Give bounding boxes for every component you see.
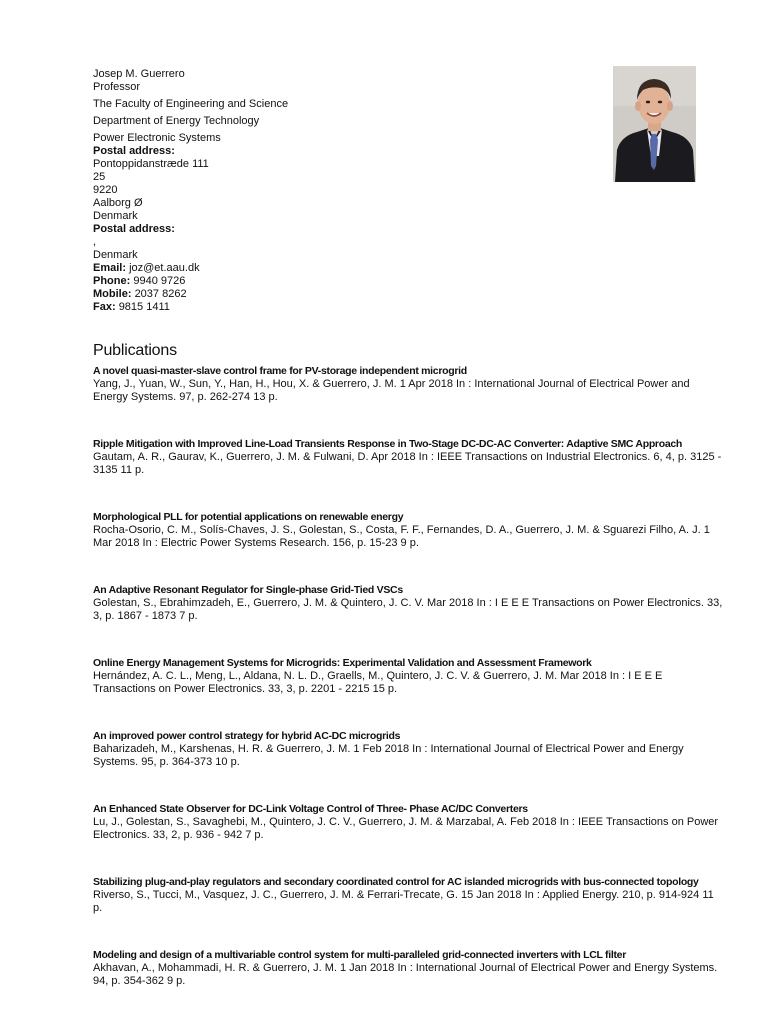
publication-citation: Hernández, A. C. L., Meng, L., Aldana, N. L. D., Graells, M., Quintero, J. C. V. & Guerrero, J. M. Mar 2018 In : I E E E Transactions on Power Electronics. 33, 3, p. 2201 - 2215 15 p. (93, 670, 663, 695)
department-name: Department of Energy Technology (93, 115, 260, 127)
contact-block (93, 68, 553, 314)
publication-title[interactable]: A novel quasi-master-slave control frame for PV-storage independent microgrid (93, 365, 467, 377)
publication-item (93, 949, 723, 988)
email-label: Email: (93, 262, 127, 274)
mobile-value: 2037 8262 (134, 288, 187, 300)
address-postcode: 9220 (93, 184, 118, 196)
publication-citation: Gautam, A. R., Gaurav, K., Guerrero, J. M. & Fulwani, D. Apr 2018 In : IEEE Transactions on Industrial Electronics. 6, 4, p. 3125 - 3135 11 p. (93, 451, 722, 476)
fax-value: 9815 1411 (118, 301, 170, 313)
publication-item (93, 730, 723, 769)
postal-address-label-2: Postal address: (93, 223, 175, 235)
address-number: 25 (93, 171, 106, 183)
publication-citation: Yang, J., Yuan, W., Sun, Y., Han, H., Hou, X. & Guerrero, J. M. 1 Apr 2018 In : International Journal of Electrical Power and Energy Systems. 97, p. 262-274 13 p. (93, 378, 690, 403)
publication-title[interactable]: Stabilizing plug-and-play regulators and secondary coordinated control for AC islanded microgrids with bus-connected topology (93, 876, 699, 888)
publication-title[interactable]: Modeling and design of a multivariable control system for multi-paralleled grid-connected inverters with LCL filter (93, 949, 626, 961)
publication-list (93, 365, 723, 1022)
address-country: Denmark (93, 210, 138, 222)
publication-title[interactable]: Morphological PLL for potential applications on renewable energy (93, 511, 404, 523)
publications-heading: Publications (93, 342, 177, 359)
mobile-label: Mobile: (93, 288, 132, 300)
phone-row (93, 275, 553, 288)
publication-item (93, 657, 723, 696)
publication-item (93, 511, 723, 550)
address-city: Aalborg Ø (93, 197, 143, 209)
phone-value: 9940 9726 (133, 275, 186, 287)
person-position: Professor (93, 81, 141, 93)
fax-label: Fax: (93, 301, 116, 313)
publication-title[interactable]: An Enhanced State Observer for DC-Link Voltage Control of Three- Phase AC/DC Converters (93, 803, 528, 815)
publication-citation: Akhavan, A., Mohammadi, H. R. & Guerrero, J. M. 1 Jan 2018 In : International Journal of Electrical Power and Energy Systems. 94, p. 354-362 9 p. (93, 962, 718, 987)
publication-title[interactable]: An Adaptive Resonant Regulator for Single-phase Grid-Tied VSCs (93, 584, 403, 596)
mobile-row (93, 288, 553, 301)
publication-title[interactable]: Ripple Mitigation with Improved Line-Load Transients Response in Two-Stage DC-DC-AC Converter: Adaptive SMC Approach (93, 438, 683, 450)
publication-citation: Riverso, S., Tucci, M., Vasquez, J. C., Guerrero, J. M. & Ferrari-Trecate, G. 15 Jan 2018 In : Applied Energy. 210, p. 914-924 11 p. (93, 889, 714, 914)
publication-item (93, 876, 723, 915)
faculty-name: The Faculty of Engineering and Science (93, 98, 289, 110)
publication-title[interactable]: An improved power control strategy for hybrid AC-DC microgrids (93, 730, 401, 742)
postal-address-label: Postal address: (93, 145, 175, 157)
publication-citation: Baharizadeh, M., Karshenas, H. R. & Guerrero, J. M. 1 Feb 2018 In : International Journal of Electrical Power and Energy Systems. 95, p. 364-373 10 p. (93, 743, 684, 768)
publication-item (93, 438, 723, 477)
portrait-image (613, 66, 696, 182)
phone-label: Phone: (93, 275, 131, 287)
publication-citation: Lu, J., Golestan, S., Savaghebi, M., Quintero, J. C. V., Guerrero, J. M. & Marzabal, A. Feb 2018 In : IEEE Transactions on Power Electronics. 33, 2, p. 936 - 942 7 p. (93, 816, 719, 841)
email-row (93, 262, 553, 275)
publication-citation: Golestan, S., Ebrahimzadeh, E., Guerrero, J. M. & Quintero, J. C. V. Mar 2018 In : I E E E Transactions on Power Electronics. 33, 3, p. 1867 - 1873 7 p. (93, 597, 723, 622)
email-value[interactable]: joz@et.aau.dk (129, 262, 200, 274)
publication-item (93, 584, 723, 623)
fax-row (93, 301, 553, 314)
address-street: Pontoppidanstræde 111 (93, 158, 209, 170)
publication-item (93, 365, 723, 404)
address-comma: , (93, 236, 97, 248)
publication-item (93, 803, 723, 842)
publication-citation: Rocha-Osorio, C. M., Solís-Chaves, J. S., Golestan, S., Costa, F. F., Fernandes, D. A., Guerrero, J. M. & Sguarezi Filho, A. J. 1 Mar 2018 In : Electric Power Systems Research. 156, p. 15-23 9 p. (93, 524, 710, 549)
section-name: Power Electronic Systems (93, 132, 221, 144)
profile-photo (613, 66, 696, 182)
publication-title[interactable]: Online Energy Management Systems for Microgrids: Experimental Validation and Assessment Framework (93, 657, 592, 669)
address-country-2: Denmark (93, 249, 138, 261)
person-name: Josep M. Guerrero (93, 68, 185, 80)
